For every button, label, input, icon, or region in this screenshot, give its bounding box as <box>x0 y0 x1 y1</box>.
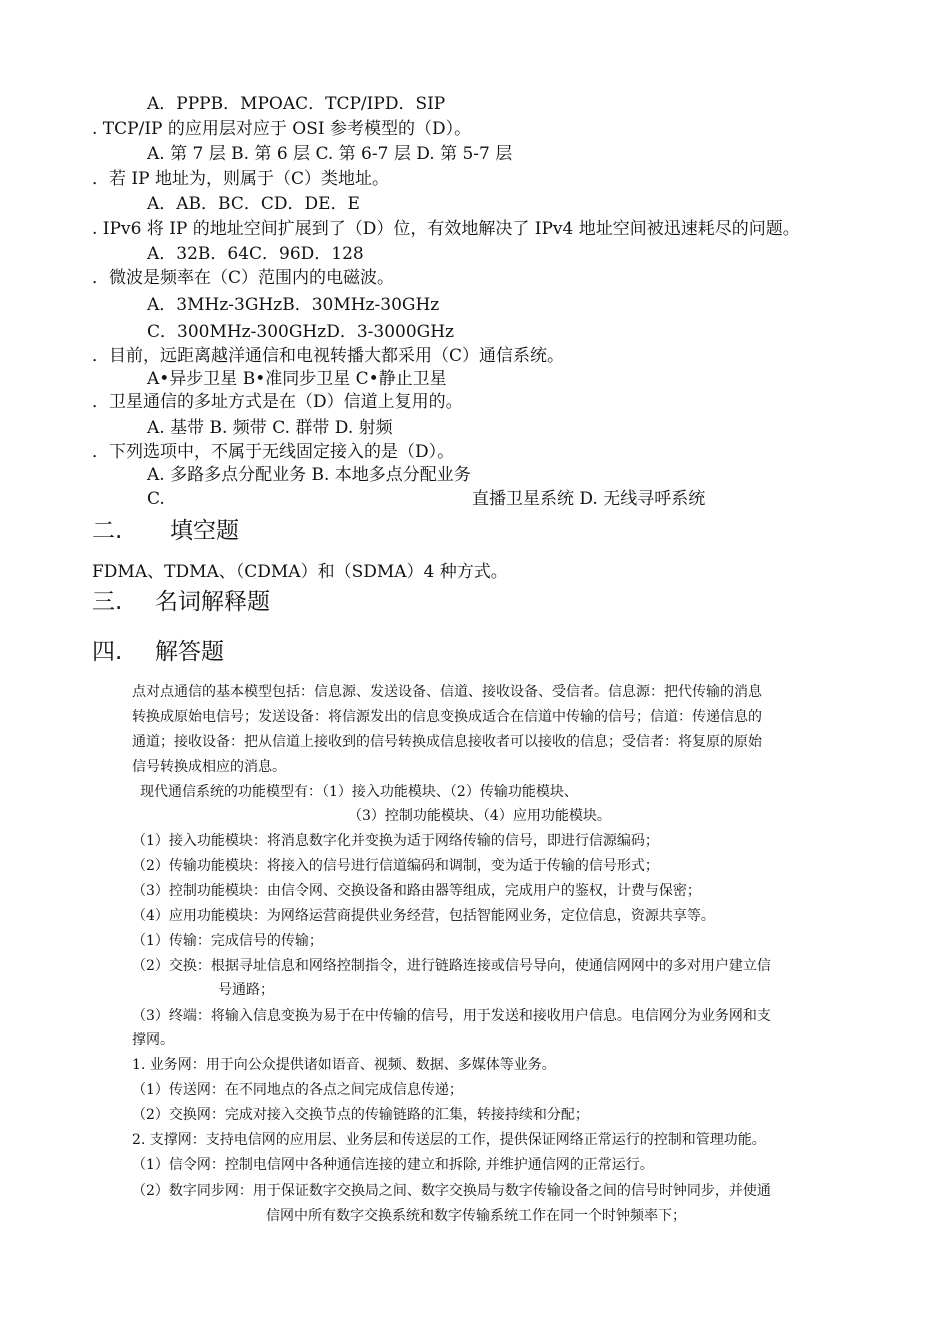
answer-line: 2. 支撑网：支持电信网的应用层、业务层和传送层的工作，提供保证网络正常运行的控制和管理功能。 <box>132 1132 766 1148</box>
quiz-options-line: A．3MHz-3GHzB．30MHz-30GHz <box>147 295 440 315</box>
quiz-options-line: C．300MHz-300GHzD．3-3000GHz <box>147 322 455 342</box>
quiz-options-line: A. 多路多点分配业务 B. 本地多点分配业务 <box>147 465 471 485</box>
answer-line: 点对点通信的基本模型包括：信息源、发送设备、信道、接收设备、受信者。信息源：把代传输的消息 <box>132 684 762 700</box>
quiz-options-line: 直播卫星系统 D. 无线寻呼系统 <box>472 489 706 509</box>
answer-line: 现代通信系统的功能模型有：（1）接入功能模块、（2）传输功能模块、 <box>140 784 578 800</box>
answer-line: 转换成原始电信号；发送设备：将信源发出的信息变换成适合在信道中传输的信号；信道：传递信息的 <box>132 709 762 725</box>
answer-line: （3）控制功能模块、（4）应用功能模块。 <box>348 808 611 824</box>
answer-line: （1）信令网：控制电信网中各种通信连接的建立和拆除, 并维护通信网的正常运行。 <box>132 1157 654 1173</box>
quiz-options-line: A．AB．BC．CD．DE．E <box>147 194 360 214</box>
section-number: 二. <box>92 518 123 544</box>
section-title: 填空题 <box>170 518 239 544</box>
answer-line: （2）数字同步网：用于保证数字交换局之间、数字交换局与数字传输设备之间的信号时钟同步，并使通 <box>132 1183 771 1199</box>
quiz-question: . TCP/IP 的应用层对应于 OSI 参考模型的（D）。 <box>92 119 472 139</box>
quiz-options-line: A. 第 7 层 B. 第 6 层 C. 第 6-7 层 D. 第 5-7 层 <box>147 144 513 164</box>
answer-line: 通道；接收设备：把从信道上接收到的信号转换成信息接收者可以接收的信息；受信者：将复原的原始 <box>132 734 762 750</box>
answer-line: （1）传送网：在不同地点的各点之间完成信息传递； <box>132 1082 463 1098</box>
section-number: 三. <box>92 589 123 615</box>
quiz-options-line: A．PPPB．MPOAC．TCP/IPD．SIP <box>147 94 446 114</box>
section-title: 解答题 <box>155 639 224 665</box>
quiz-options-line: C. <box>147 489 165 509</box>
section-heading-fill <box>92 516 239 546</box>
section-heading-terms <box>92 587 270 617</box>
answer-line: （1）传输：完成信号的传输； <box>132 933 323 949</box>
answer-line: （2）交换网：完成对接入交换节点的传输链路的汇集，转接持续和分配； <box>132 1107 589 1123</box>
section-heading-answers <box>92 637 224 667</box>
section-number: 四. <box>92 639 123 665</box>
fill-blank-answer: FDMA、TDMA、（CDMA）和（SDMA）4 种方式。 <box>92 562 508 582</box>
quiz-question: ．下列选项中，不属于无线固定接入的是（D）。 <box>92 442 455 462</box>
answer-line: 1. 业务网：用于向公众提供诸如语音、视频、数据、多媒体等业务。 <box>132 1057 556 1073</box>
answer-line: 信网中所有数字交换系统和数字传输系统工作在同一个时钟频率下； <box>266 1208 686 1224</box>
quiz-question: ．微波是频率在（C）范围内的电磁波。 <box>92 268 395 288</box>
quiz-question: ．若 IP 地址为，则属于（C）类地址。 <box>92 169 389 189</box>
answer-line: （2）传输功能模块：将接入的信号进行信道编码和调制，变为适于传输的信号形式； <box>132 858 659 874</box>
quiz-question: ．卫星通信的多址方式是在（D）信道上复用的。 <box>92 392 463 412</box>
quiz-options-line: A•异步卫星 B•准同步卫星 C•静止卫星 <box>147 369 447 389</box>
answer-line: 信号转换成相应的消息。 <box>132 759 286 775</box>
quiz-question: ．目前，远距离越洋通信和电视转播大都采用（C）通信系统。 <box>92 346 565 366</box>
quiz-options-line: A．32B．64C．96D．128 <box>147 244 364 264</box>
answer-line: 撑网。 <box>132 1032 174 1048</box>
answer-line: 号通路； <box>218 982 274 998</box>
answer-line: （3）终端：将输入信息变换为易于在中传输的信号，用于发送和接收用户信息。电信网分为业务网和支 <box>132 1008 771 1024</box>
quiz-question: . IPv6 将 IP 的地址空间扩展到了（D）位，有效地解决了 IPv4 地址空间被迅速耗尽的问题。 <box>92 219 800 239</box>
quiz-options-line: A. 基带 B. 频带 C. 群带 D. 射频 <box>147 418 393 438</box>
answer-line: （1）接入功能模块：将消息数字化并变换为适于网络传输的信号，即进行信源编码； <box>132 833 659 849</box>
section-title: 名词解释题 <box>155 589 270 615</box>
answer-line: （4）应用功能模块：为网络运营商提供业务经营，包括智能网业务，定位信息，资源共享等。 <box>132 908 715 924</box>
answer-line: （3）控制功能模块：由信令网、交换设备和路由器等组成，完成用户的鉴权，计费与保密； <box>132 883 701 899</box>
answer-line: （2）交换：根据寻址信息和网络控制指令，进行链路连接或信号导向，使通信网网中的多对用户建立信 <box>132 958 771 974</box>
